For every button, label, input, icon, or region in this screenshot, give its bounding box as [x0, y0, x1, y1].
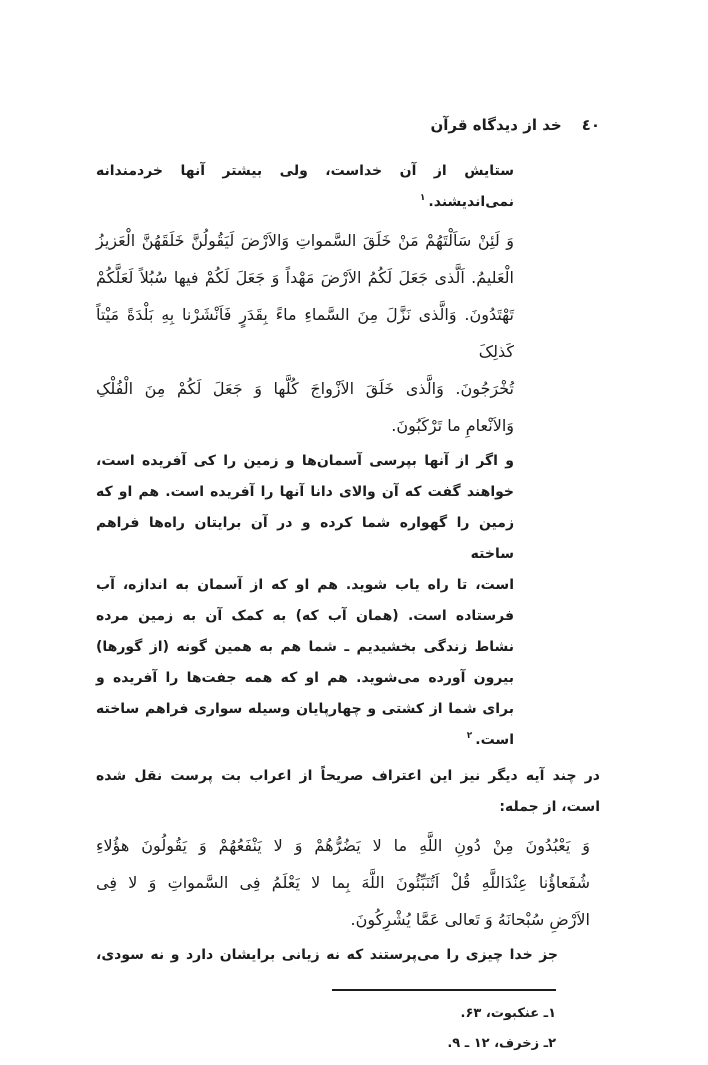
running-title: خد از دیدگاه قرآن [430, 116, 562, 134]
translation-line: زمین را گهواره شما کرده و در آن برایتان راه‌ها فراهم ساخته [96, 515, 514, 562]
translation-line: خواهند گفت که آن والای دانا آنها را آفریده است. هم او که [96, 484, 514, 500]
page-header [96, 110, 600, 140]
translation-intro-line [96, 156, 514, 218]
quran-verse-line: شُفَعاؤُنا عِنْدَاللَّهِ قُلْ اَتُنَبِّئُونَ اللَّهَ بِما لا یَعْلَمُ فِی السَّمواتِ وَ لا فِی [96, 873, 590, 892]
quran-quote-1-last-line: وَالاَنْعامِ ما تَرْکَبُونَ. [391, 416, 514, 435]
quran-verse-line: الْعَلیمُ. اَلَّذی جَعَلَ لَکُمُ الاَرْضَ مَهْداً وَ جَعَلَ لَکُمْ فیها سُبُلاً لَعَلَّکُمْ [96, 268, 514, 287]
quran-verse-line: وَ یَعْبُدُونَ مِنْ دُونِ اللَّهِ ما لا یَضُرُّهُمْ وَ لا یَنْفَعُهُمْ وَ یَقُولُونَ هؤُلاءِ [96, 836, 590, 855]
page-number: ٤٠ [581, 116, 600, 134]
translation-last-text: است. [475, 732, 514, 748]
translation-lines [96, 446, 514, 725]
footnote-separator [332, 989, 556, 991]
footnote: ۲ـ زخرف، ۱۲ ـ ۹. [447, 1036, 556, 1051]
footnotes-area [96, 989, 556, 1059]
quran-quote-2-last-line: الاَرْضِ سُبْحانَهُ وَ تَعالی عَمَّا یُشْرِکُونَ. [350, 910, 590, 929]
footnote-ref-2: ۲ [466, 731, 473, 742]
translation-line: نشاط زندگی بخشیدیم ـ شما هم به همین گونه (از گورها) [96, 639, 514, 655]
translation-line: فرستاده است. (همان آب که) به کمک آن به زمین مرده [96, 608, 514, 624]
quran-quote-1 [96, 222, 514, 444]
quran-verse-line: تَهْتَدُونَ. وَالَّذی نَزَّلَ مِنَ السَّماءِ ماءً بِقَدَرٍ فَاَنْشَرْنا بِهِ بَلْدَةً مَیْتاً کَذلِکَ [96, 305, 514, 361]
translation-last-line [96, 725, 514, 756]
translation-block [96, 446, 514, 756]
footnote-list [96, 999, 556, 1059]
body-paragraph-line-2: است، از جمله: [499, 799, 600, 815]
body-paragraph-line-1: در چند آیه دیگر نیز این اعتراف صریحاً از اعراب بت پرست نقل شده [96, 768, 600, 784]
translation-2-line: جز خدا چیزی را می‌پرستند که نه زیانی برایشان دارد و نه سودی، [96, 947, 558, 963]
quran-quote-2 [96, 827, 590, 938]
footnote-ref-1: ۱ [419, 193, 426, 204]
translation-line: بیرون آورده می‌شوید. هم او که همه جفت‌ها را آفریده و [96, 670, 514, 686]
translation-line: است، تا راه یاب شوید. هم او که از آسمان به اندازه، آب [96, 577, 514, 593]
translation-line: و اگر از آنها بپرسی آسمان‌ها و زمین را کی آفریده است، [96, 453, 514, 469]
footnote: ۱ـ عنکبوت، ۶۳. [460, 1006, 556, 1021]
quran-verse-line: وَ لَئِنْ سَاَلْتَهُمْ مَنْ خَلَقَ السَّمواتِ وَالاَرْضَ لَیَقُولُنَّ خَلَقَهُنَّ الْعَزیزُ [96, 231, 514, 250]
translation-line: برای شما از کشتی و چهارپایان وسیله سواری فراهم ساخته [96, 701, 514, 717]
quran-quote-2-lines [96, 827, 590, 901]
quran-quote-1-lines [96, 222, 514, 407]
quran-verse-line: تُخْرَجُونَ. وَالَّذی خَلَقَ الاَزْواجَ کُلَّها وَ جَعَلَ لَکُمْ مِنَ الْفُلْکِ [96, 379, 514, 398]
intro-text: ستایش از آن خداست، ولی بیشتر آنها خردمندانه نمی‌اندیشند. [96, 163, 514, 210]
body-paragraph [96, 761, 600, 823]
